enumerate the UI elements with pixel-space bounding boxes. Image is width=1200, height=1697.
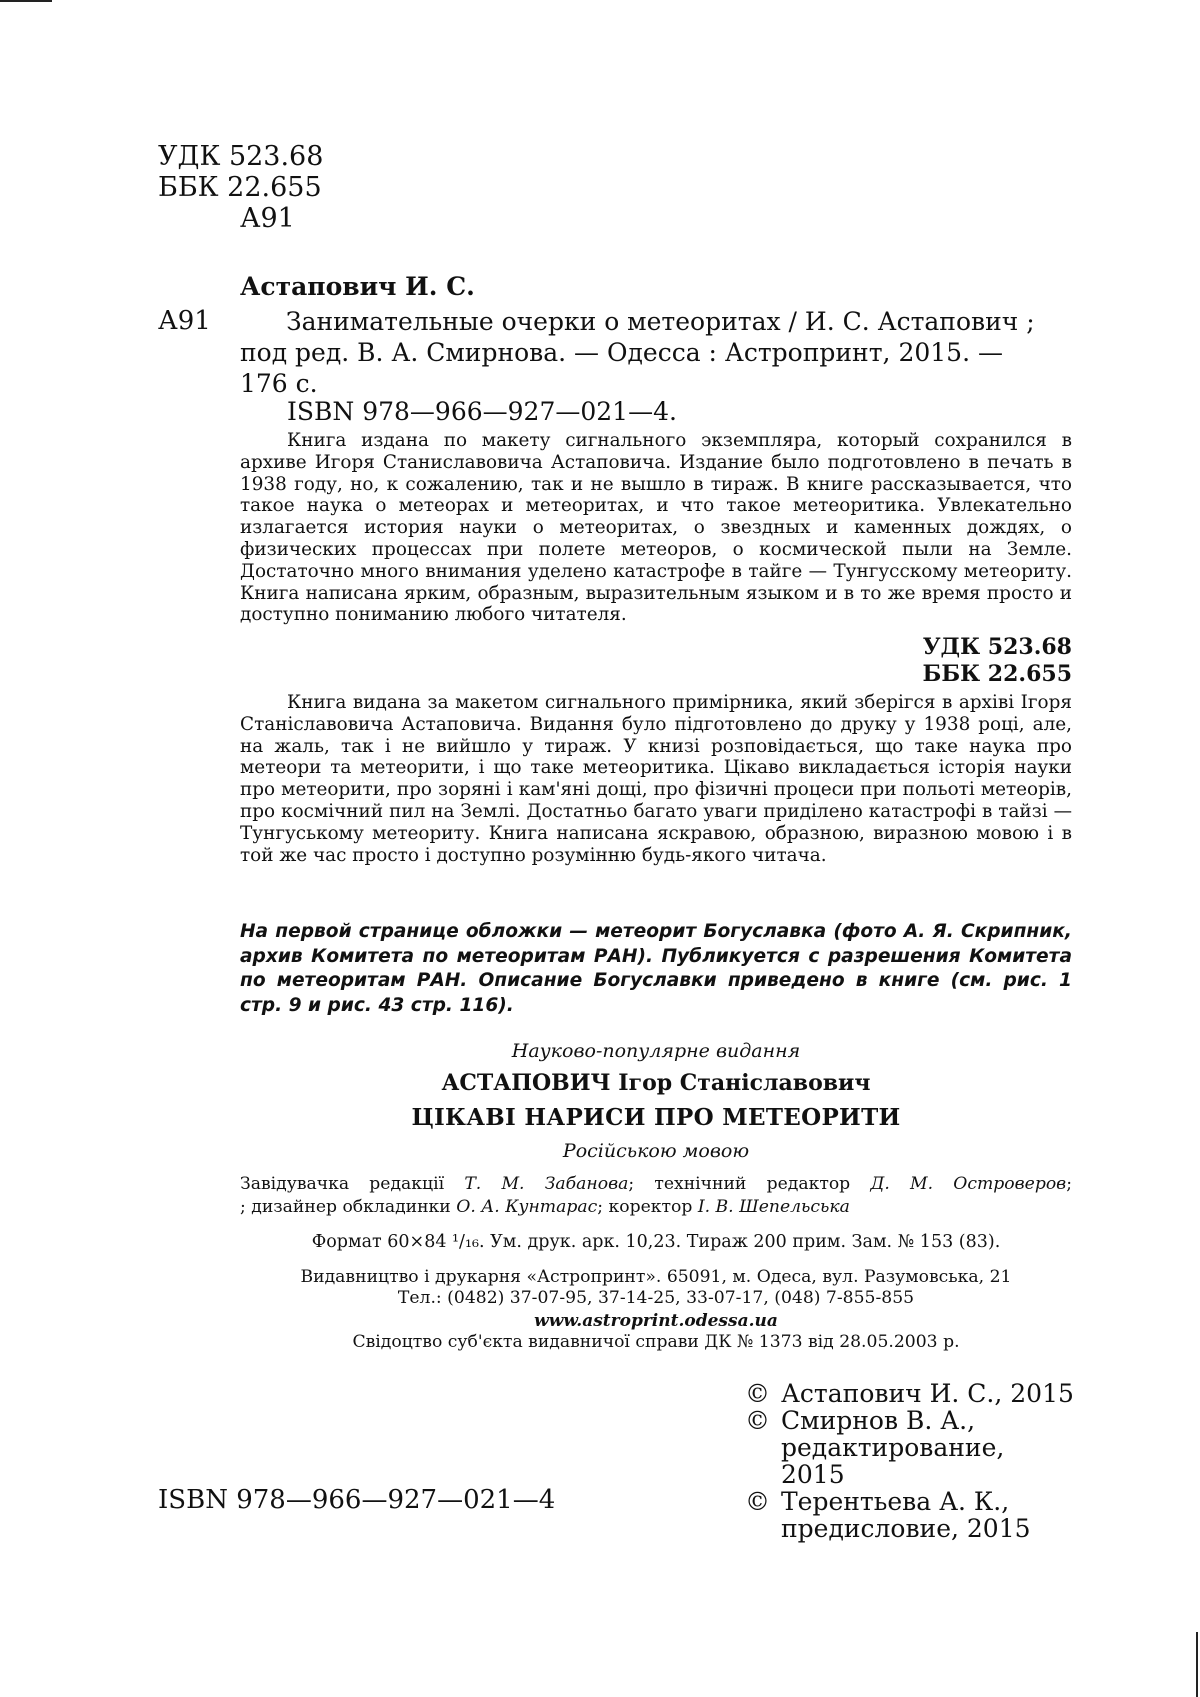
publisher-website: www.astroprint.odessa.ua (534, 1311, 778, 1331)
record-author: Астапович И. С. (240, 272, 475, 301)
imprint-title: ЦІКАВІ НАРИСИ ПРО МЕТЕОРИТИ (411, 1104, 901, 1131)
copyright-symbol: © (745, 1406, 770, 1435)
bibliographic-description (240, 306, 1070, 399)
credits-line-2 (240, 1196, 1072, 1219)
cover-note: На первой странице обложки — метеорит Богуславка (фото А. Я. Скрипник, архив Комитета по метеоритам РАН). Публикуется с разрешения Комитета по метеоритам РАН. Описание Богуславки приведено в книге (см. рис. 1 стр. 9 и рис. 43 стр. 116). (240, 921, 1072, 1016)
tech-editor-label: ; технічний редактор (628, 1174, 851, 1194)
imprint-author-surname: АСТАПОВИЧ (441, 1070, 611, 1096)
designer-name: О. А. Кунтарас (456, 1197, 598, 1217)
classification-block (158, 141, 323, 234)
publisher-phone: Тел.: (0482) 37-07-95, 37-14-25, 33-07-17, (048) 7-855-855 (397, 1288, 915, 1308)
udk-code: УДК 523.68 (158, 141, 324, 172)
proofreader-name: І. В. Шепельська (697, 1197, 850, 1217)
biblio-line: под ред. В. А. Смирнова. — Одесса : Астропринт, 2015. — (240, 338, 1003, 367)
page-edge-mark (1196, 1632, 1198, 1697)
copyright-item (745, 1407, 1075, 1488)
classification-right (923, 634, 1072, 688)
credits-separator: ; (1066, 1174, 1072, 1194)
copyright-symbol: © (745, 1379, 770, 1408)
author-mark: А91 (240, 203, 295, 234)
imprint-author (240, 1070, 1072, 1096)
udk-code-right: УДК 523.68 (922, 634, 1072, 660)
biblio-line: 176 с. (240, 369, 318, 398)
isbn-bottom: ISBN 978—966—927—021—4 (158, 1485, 556, 1515)
copyright-block (745, 1380, 1075, 1542)
publisher-address: Видавництво і друкарня «Астропринт». 65091, м. Одеса, вул. Разумовська, 21 (300, 1267, 1012, 1287)
record-isbn: ISBN 978—966—927—021—4. (287, 397, 677, 426)
designer-label: ; дизайнер обкладинки (240, 1197, 451, 1217)
proofreader-label: ; коректор (597, 1197, 693, 1217)
editorial-credits (240, 1173, 1072, 1219)
abstract-russian: Книга издана по макету сигнального экземпляра, который сохранился в архиве Игоря Станиславовича Астаповича. Издание было подготовлено в печать в 1938 году, но, к сожалению, так и не вышло в тираж. В книге рассказывается, что такое наука о метеорах и метеоритах, и что такое метеоритика. Увлекательно излагается история науки о метеоритах, о звездных и каменных дождях, о физических процессах при полете метеоров, о космической пыли на Земле. Достаточно много внимания уделено катастрофе в тайге — Тунгусскому метеориту. Книга написана ярким, образным, выразительным языком и в то же время просто и доступно пониманию любого читателя. (240, 430, 1072, 626)
copyright-symbol: © (745, 1487, 770, 1516)
crop-mark (0, 0, 52, 2)
bbk-code-right: ББК 22.655 (922, 661, 1072, 687)
biblio-line: Занимательные очерки о метеоритах / И. С. Астапович ; (286, 307, 1035, 336)
abstract-ukrainian: Книга видана за макетом сигнального примірника, який зберігся в архіві Ігоря Станіславовича Астаповича. Видання було підготовлено до друку у 1938 році, але, на жаль, так і не вийшло у тираж. У книзі розповідається, що таке наука про метеори та метеорити, і що таке метеоритика. Цікаво викладається історія науки про метеорити, про зоряні і кам'яні дощі, про фізичні процеси при польоті метеорів, про космічний пил на Землі. Достатньо багато уваги приділено катастрофі в тайзі — Тунгуському метеориту. Книга написана яскравою, образною, виразною мовою і в той же час просто і доступно розумінню будь-якого читача. (240, 692, 1072, 866)
bbk-code: ББК 22.655 (158, 172, 322, 203)
publication-genre: Науково-популярне видання (511, 1040, 801, 1062)
imprint-author-name: Ігор Станіславович (618, 1070, 871, 1096)
copyright-text: Терентьева А. К., предисловие, 2015 (781, 1487, 1031, 1543)
head-editor-name: Т. М. Забанова (464, 1174, 629, 1194)
copyright-item (745, 1488, 1075, 1542)
copyright-text: Астапович И. С., 2015 (781, 1379, 1074, 1408)
head-editor-label: Завідувачка редакції (240, 1174, 445, 1194)
credits-line-1 (240, 1173, 1072, 1196)
copyright-item (745, 1380, 1075, 1407)
record-author-mark: А91 (158, 306, 211, 336)
publisher-license: Свідоцтво суб'єкта видавничої справи ДК № 1373 від 28.05.2003 р. (352, 1332, 960, 1352)
copyright-text: Смирнов В. А., редактирование, 2015 (781, 1406, 1005, 1489)
print-format: Формат 60×84 ¹/₁₆. Ум. друк. арк. 10,23. Тираж 200 прим. Зам. № 153 (83). (311, 1232, 1001, 1252)
imprint-language: Російською мовою (562, 1140, 750, 1162)
tech-editor-name: Д. М. Островеров (870, 1174, 1067, 1194)
